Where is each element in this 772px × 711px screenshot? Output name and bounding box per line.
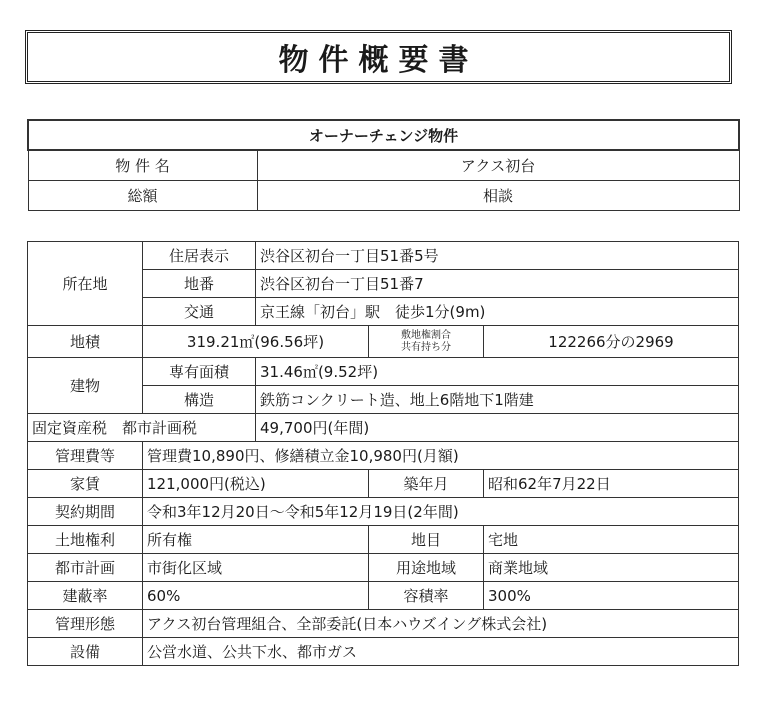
tax-label: 固定資産税 都市計画税 [28,414,256,442]
floor-area-ratio-label: 容積率 [369,582,484,610]
summary-row [28,180,739,210]
summary-row [28,150,739,180]
total-price-label: 総額 [28,180,257,210]
land-right-label: 土地権利 [28,526,143,554]
land-share-value: 122266分の2969 [484,326,739,358]
table-row [28,526,739,554]
table-row [28,610,739,638]
structure-label: 構造 [143,386,256,414]
land-share-label-line2: 共有持ち分 [401,341,451,353]
land-type-value: 宅地 [484,526,739,554]
mgmt-form-value: アクス初台管理組合、全部委託(日本ハウズイング株式会社) [143,610,739,638]
floor-area-ratio-value: 300% [484,582,739,610]
table-row [28,442,739,470]
rent-value: 121,000円(税込) [143,470,369,498]
city-plan-value: 市街化区域 [143,554,369,582]
table-row [28,242,739,270]
property-name-value: アクス初台 [257,150,739,180]
city-plan-label: 都市計画 [28,554,143,582]
details-table [27,241,739,666]
floor-area-label: 専有面積 [143,358,256,386]
property-name-label: 物 件 名 [28,150,257,180]
mgmt-form-label: 管理形態 [28,610,143,638]
structure-value: 鉄筋コンクリート造、地上6階地下1階建 [256,386,739,414]
summary-table [27,119,740,211]
facilities-value: 公営水道、公共下水、都市ガス [143,638,739,666]
table-row [28,638,739,666]
land-right-value: 所有権 [143,526,369,554]
document-title: 物件概要書 [278,43,479,78]
built-date-value: 昭和62年7月22日 [484,470,739,498]
facilities-label: 設備 [28,638,143,666]
land-area-value: 319.21㎡(96.56坪) [143,326,369,358]
contract-period-label: 契約期間 [28,498,143,526]
summary-header-row [28,120,739,150]
floor-area-value: 31.46㎡(9.52坪) [256,358,739,386]
table-row [28,358,739,386]
mgmt-fee-label: 管理費等 [28,442,143,470]
land-area-label: 地積 [28,326,143,358]
transport-value: 京王線「初台」駅 徒歩1分(9m) [256,298,739,326]
built-date-label: 築年月 [369,470,484,498]
table-row [28,326,739,358]
zoning-value: 商業地域 [484,554,739,582]
document-title-box [25,30,732,84]
mgmt-fee-value: 管理費10,890円、修繕積立金10,980円(月額) [143,442,739,470]
tax-value: 49,700円(年間) [256,414,739,442]
zoning-label: 用途地域 [369,554,484,582]
building-label: 建物 [28,358,143,414]
table-row [28,554,739,582]
rent-label: 家賃 [28,470,143,498]
total-price-value: 相談 [257,180,739,210]
transport-label: 交通 [143,298,256,326]
contract-period-value: 令和3年12月20日～令和5年12月19日(2年間) [143,498,739,526]
table-row [28,470,739,498]
land-type-label: 地目 [369,526,484,554]
location-label: 所在地 [28,242,143,326]
table-row [28,498,739,526]
lot-number-label: 地番 [143,270,256,298]
coverage-ratio-value: 60% [143,582,369,610]
address-value: 渋谷区初台一丁目51番5号 [256,242,739,270]
table-row [28,582,739,610]
address-label: 住居表示 [143,242,256,270]
coverage-ratio-label: 建蔽率 [28,582,143,610]
land-share-label [369,326,484,358]
lot-number-value: 渋谷区初台一丁目51番7 [256,270,739,298]
table-row [28,414,739,442]
summary-header: オーナーチェンジ物件 [28,120,739,150]
land-share-label-line1: 敷地権割合 [401,329,451,341]
